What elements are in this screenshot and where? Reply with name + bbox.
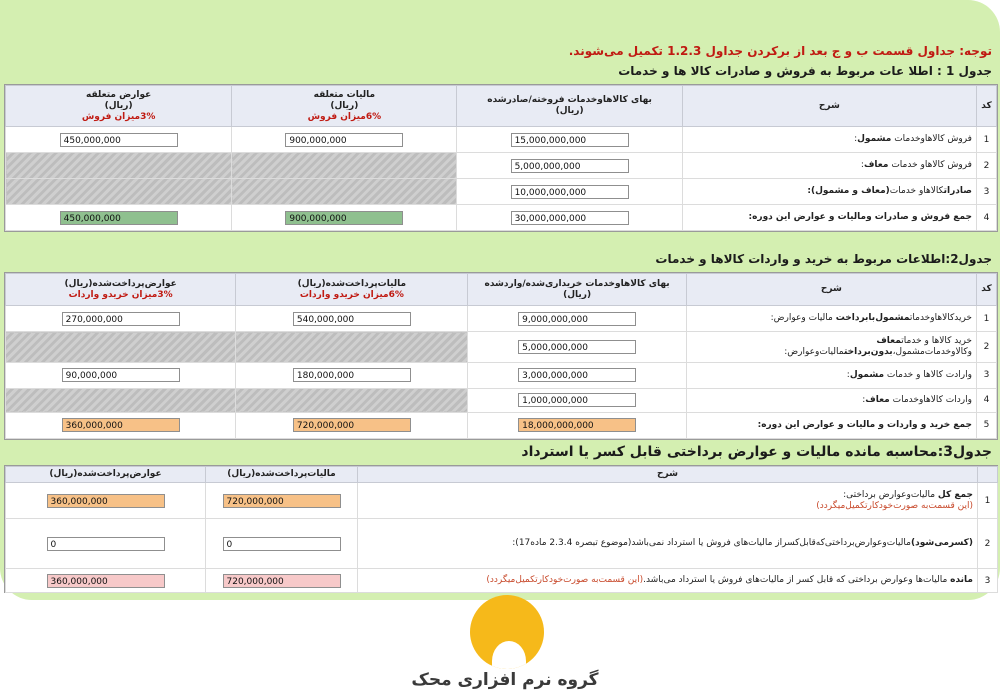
row-code: 3 [976, 179, 996, 205]
col-duty [6, 274, 236, 306]
balance-table [5, 466, 998, 593]
row-code: 1 [976, 306, 996, 332]
value-input[interactable]: 5,000,000,000 [511, 159, 629, 173]
purchase-table [5, 273, 997, 439]
desc-bold: (معاف و مشمول): [807, 186, 890, 196]
table1-box [4, 84, 998, 232]
tax-input[interactable]: 540,000,000 [293, 312, 411, 326]
col-duty-label: عوارض متعلقه [86, 89, 152, 100]
duty-cell [6, 483, 206, 519]
tax-input[interactable]: 900,000,000 [285, 133, 403, 147]
table-header-row [6, 86, 997, 127]
tax-cell [206, 519, 358, 569]
total-row [6, 569, 998, 593]
row-desc [682, 127, 976, 153]
disabled-cell [236, 388, 468, 412]
value-cell [457, 127, 682, 153]
table-row [6, 179, 997, 205]
disabled-cell [236, 332, 468, 362]
deduction-duty-input[interactable]: 0 [47, 537, 165, 551]
total-tax-field: 720,000,000 [223, 494, 341, 508]
duty-cell [6, 519, 206, 569]
total-duty-field: 360,000,000 [62, 418, 180, 432]
row-code: 3 [976, 362, 996, 388]
tax-cell [236, 306, 468, 332]
col-value-label: بهای کالاهاوخدمات فروخته/صادرشده [487, 95, 652, 105]
desc-part: : [862, 394, 866, 405]
table-row [6, 306, 997, 332]
value-cell [457, 153, 682, 179]
table2-title: جدول2:اطلاعات مربوط به خرید و واردات کالاها و خدمات [655, 252, 992, 266]
value-input[interactable]: 15,000,000,000 [511, 133, 629, 147]
desc-part: مالیات‌وعوارض: [784, 346, 844, 357]
col-desc: شرح [686, 274, 976, 306]
col-value [468, 274, 686, 306]
table3-title: جدول3:محاسبه مانده مالیات و عوارض برداختی قابل کسر یا استرداد [521, 444, 992, 460]
total-value-field: 18,000,000,000 [518, 418, 636, 432]
row-desc [686, 332, 976, 362]
disabled-cell [232, 179, 457, 205]
row-desc [358, 569, 978, 593]
col-duty: عوارض‌پرداخت‌شده(ریال) [6, 467, 206, 483]
value-input[interactable]: 3,000,000,000 [518, 368, 636, 382]
row-code: 3 [978, 569, 998, 593]
value-cell [468, 306, 686, 332]
desc-bold: مشمول‌بابرداخت [835, 313, 910, 324]
value-cell [468, 332, 686, 362]
duty-cell [6, 362, 236, 388]
col-desc: شرح [358, 467, 978, 483]
col-value-unit: (ریال) [555, 106, 584, 116]
col-tax: مالیات‌پرداخت‌شده(ریال) [206, 467, 358, 483]
col-value-unit: (ریال) [563, 289, 592, 300]
duty-cell [6, 127, 232, 153]
desc-part: فروش کالاهاو خدمات [888, 160, 972, 170]
col-tax-rate: 6%میزان فروش [307, 111, 382, 122]
col-value [457, 86, 682, 127]
value-cell [468, 362, 686, 388]
value-input[interactable]: 10,000,000,000 [511, 185, 629, 199]
row-code: 1 [976, 127, 996, 153]
col-code [978, 467, 998, 483]
tax-cell [236, 412, 468, 438]
desc-part: کالاهاو خدمات [889, 186, 944, 196]
desc-bold: معاف [876, 335, 902, 346]
disabled-cell [6, 153, 232, 179]
row-desc [358, 519, 978, 569]
deduction-tax-input[interactable]: 0 [223, 537, 341, 551]
row-desc [682, 205, 976, 231]
total-duty-field: 360,000,000 [47, 494, 165, 508]
total-row [6, 205, 997, 231]
desc-bold: مانده [950, 575, 973, 585]
row-code: 1 [978, 483, 998, 519]
table-row [6, 519, 998, 569]
disabled-cell [232, 153, 457, 179]
tax-cell [206, 569, 358, 593]
table-header-row [6, 467, 998, 483]
col-code: کد [976, 274, 996, 306]
row-desc [682, 179, 976, 205]
desc-part: مالیات‌ها وعوارض برداختی که قابل کسر از مالیات‌های فروش یا استرداد می‌باشد. [643, 575, 951, 585]
desc-bold: معاف [863, 160, 889, 170]
desc-bold: بدون‌برداخت [843, 346, 893, 357]
table-row [6, 483, 998, 519]
row-code: 2 [976, 153, 996, 179]
sales-table [5, 85, 997, 231]
col-duty-rate: 3%میزان فروش [81, 111, 156, 122]
duty-input[interactable]: 450,000,000 [60, 133, 178, 147]
col-tax-rate: 6%میزان خریدو واردات [299, 289, 404, 300]
value-cell [457, 205, 682, 231]
col-tax-unit: (ریال) [330, 100, 359, 111]
mahak-logo-icon [470, 595, 544, 669]
value-cell [468, 412, 686, 438]
desc-part: وارادت کالاها و خدمات [884, 369, 972, 380]
desc-bold: جمع فروش و صادرات ومالیات و عوارض این دوره: [748, 212, 972, 222]
desc-part: فروش کالاهاوخدمات [891, 134, 972, 144]
desc-bold: جمع خرید و واردات و مالیات و عوارض این دوره: [757, 419, 972, 430]
col-tax-label: مالیات متعلقه [313, 89, 376, 100]
desc-note: (این قسمت‌به صورت‌خودکارتکمیل‌میگردد) [486, 575, 644, 585]
total-row [6, 412, 997, 438]
row-desc [686, 412, 976, 438]
col-desc: شرح [682, 86, 976, 127]
row-desc [358, 483, 978, 519]
table-row [6, 388, 997, 412]
desc-part: خریدکالاهاوخدمات [909, 313, 972, 324]
desc-part: مالیات‌وعوارض‌برداختی‌که‌قابل‌کسراز مالیات‌های فروش یا استرداد نمی‌باشد(موضوع تبصره 2.3.4 ماده17): [512, 538, 911, 548]
desc-part: : [846, 369, 850, 380]
tax-input[interactable]: 180,000,000 [293, 368, 411, 382]
duty-cell [6, 205, 232, 231]
balance-duty-field: 360,000,000 [47, 574, 165, 588]
desc-part: : [860, 160, 864, 170]
value-input[interactable]: 5,000,000,000 [518, 340, 636, 354]
col-tax [236, 274, 468, 306]
table-row [6, 127, 997, 153]
col-value-label: بهای کالاهاوخدمات خریداری‌شده/واردشده [484, 278, 670, 289]
tax-cell [236, 362, 468, 388]
logo-cutout [492, 641, 526, 669]
desc-bold: جمع کل [937, 489, 973, 500]
table-row [6, 362, 997, 388]
row-code: 2 [978, 519, 998, 569]
tax-cell [232, 205, 457, 231]
disabled-cell [6, 388, 236, 412]
balance-tax-field: 720,000,000 [223, 574, 341, 588]
desc-bold: معاف [865, 394, 890, 405]
notice-text: توجه: جداول قسمت ب و ج بعد از برکردن جداول 1.2.3 تکمیل می‌شوند. [568, 44, 992, 58]
col-code: کد [976, 86, 996, 127]
duty-cell [6, 306, 236, 332]
row-code: 5 [976, 412, 996, 438]
desc-part: واردات کالاهاوخدمات [889, 394, 972, 405]
duty-input[interactable]: 270,000,000 [62, 312, 180, 326]
desc-bold: صادرات [943, 186, 972, 196]
value-cell [457, 179, 682, 205]
row-code: 4 [976, 388, 996, 412]
col-tax-label: مالیات‌پرداخت‌شده(ریال) [297, 278, 407, 289]
tax-cell [232, 127, 457, 153]
desc-part: مالیات‌وعوارض برداختی: [843, 489, 938, 500]
total-value-input[interactable]: 30,000,000,000 [511, 211, 629, 225]
col-duty-unit: (ریال) [104, 100, 133, 111]
disabled-cell [6, 179, 232, 205]
total-tax-field: 900,000,000 [285, 211, 403, 225]
duty-cell [6, 569, 206, 593]
disabled-cell [6, 332, 236, 362]
table1-title: جدول 1 : اطلا عات مربوط به فروش و صادرات کالا ها و خدمات [618, 64, 992, 78]
row-code: 4 [976, 205, 996, 231]
row-desc [682, 153, 976, 179]
value-input[interactable]: 9,000,000,000 [518, 312, 636, 326]
desc-bold: (کسرمی‌شود) [910, 538, 973, 548]
table-header-row [6, 274, 997, 306]
desc-part: وکالاوخدمات‌مشمول، [892, 346, 972, 357]
brand-name: گروه نرم افزاری محک [411, 670, 599, 690]
total-duty-field: 450,000,000 [60, 211, 178, 225]
tax-cell [206, 483, 358, 519]
desc-part: خرید کالاها و خدمات [901, 335, 972, 346]
row-desc [686, 388, 976, 412]
value-input[interactable]: 1,000,000,000 [518, 393, 636, 407]
row-desc [686, 362, 976, 388]
table2-box [4, 272, 998, 440]
value-cell [468, 388, 686, 412]
col-duty-label: عوارض‌پرداخت‌شده(ریال) [64, 278, 177, 289]
row-code: 2 [976, 332, 996, 362]
table-row [6, 332, 997, 362]
col-tax [232, 86, 457, 127]
col-duty-rate: 3%میزان خریدو واردات [68, 289, 173, 300]
duty-input[interactable]: 90,000,000 [62, 368, 180, 382]
desc-part: : [854, 134, 858, 144]
col-duty [6, 86, 232, 127]
desc-bold: مشمول [849, 369, 885, 380]
desc-bold: مشمول [857, 134, 892, 144]
desc-part: مالیات وعوارض: [770, 313, 836, 324]
table-row [6, 153, 997, 179]
desc-note: (این قسمت‌به صورت‌خودکارتکمیل‌میگردد) [816, 500, 973, 511]
row-desc [686, 306, 976, 332]
duty-cell [6, 412, 236, 438]
total-tax-field: 720,000,000 [293, 418, 411, 432]
table3-box [4, 465, 998, 593]
